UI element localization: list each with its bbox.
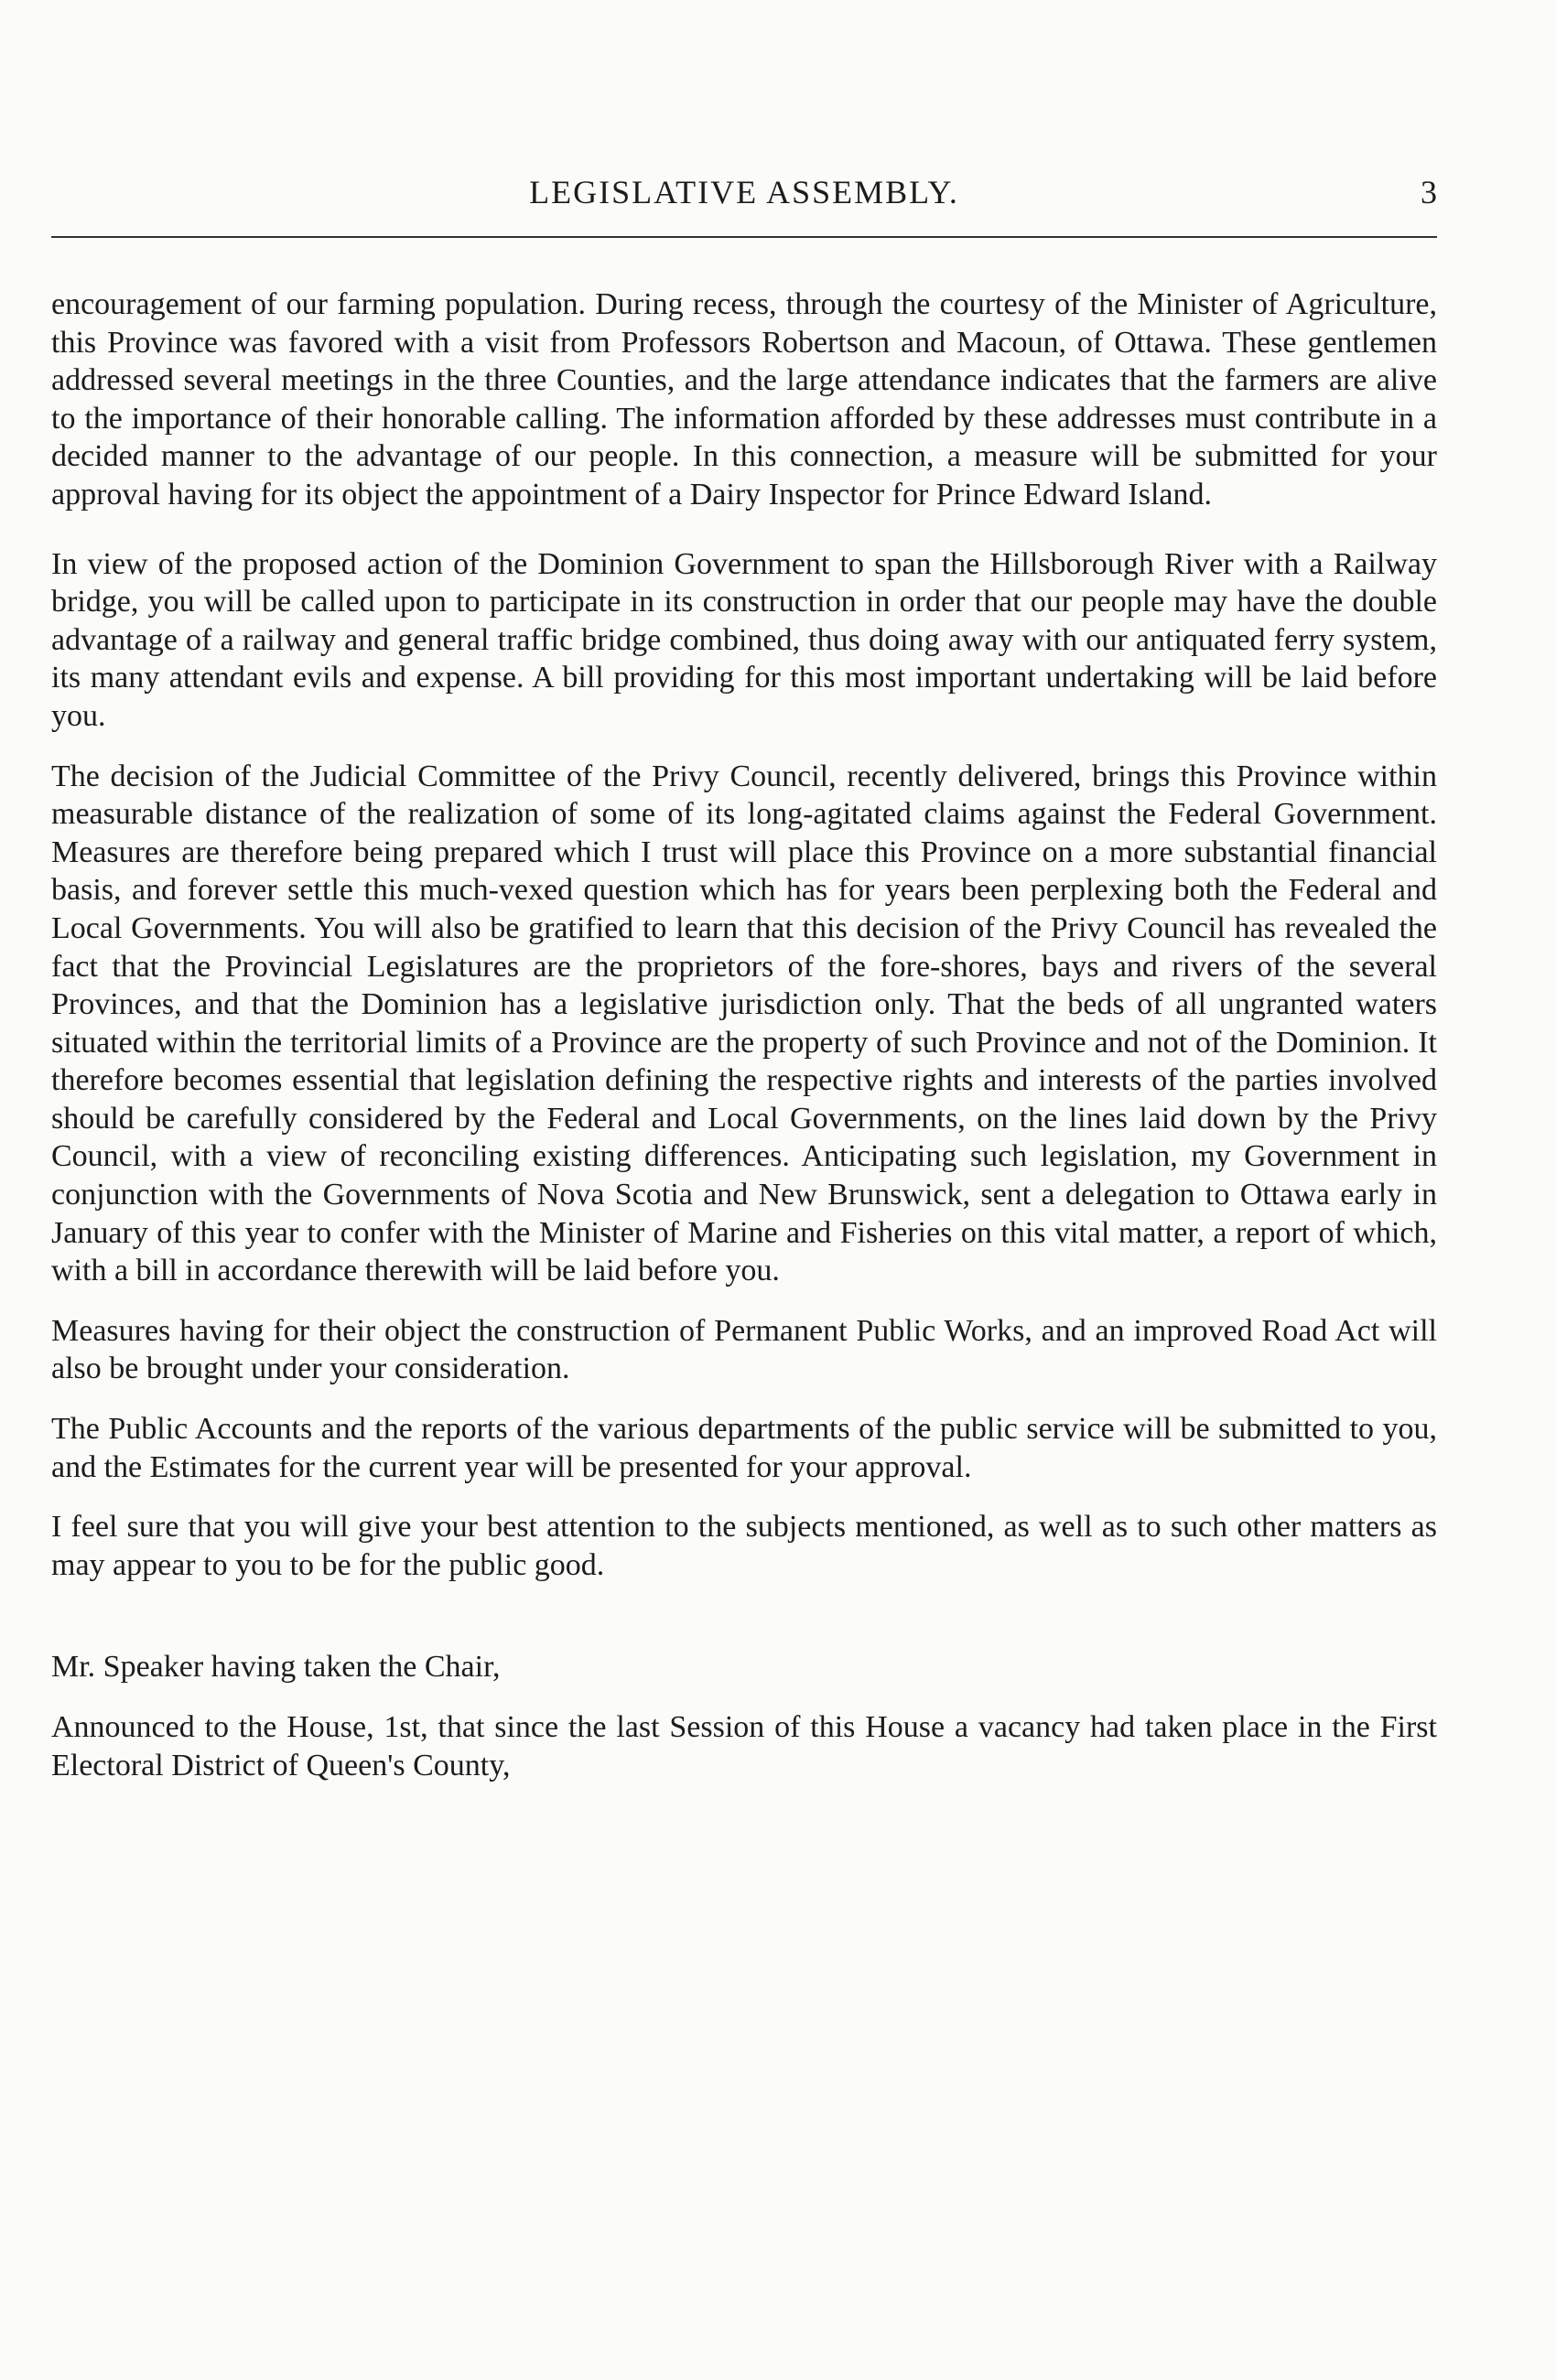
paragraph-announcement: Announced to the House, 1st, that since the last Session of this House a vacancy had taken place in the First Electoral District of Queen's County, [51,1710,1437,1782]
paragraph-hillsborough-bridge: In view of the proposed action of the Dominion Government to span the Hillsborough River with a Railway bridge, you will be called upon to participate in its construction in order that our people may have the double advantage of a railway and general traffic bridge combined, thus doing away with our antiquated ferry system, its many attendant evils and expense. A bill providing for this most important undertaking will be laid before you. [51,546,1437,733]
body-text [51,285,1437,1806]
paragraph-privy-council: The decision of the Judicial Committee of the Privy Council, recently delivered, brings this Province within measurable distance of the realization of some of its long-agitated claims against the Federal Government. Measures are therefore being prepared which I trust will place this Province on a more substantial financial basis, and forever settle this much-vexed question which has for years been perplexing both the Federal and Local Governments. You will also be gratified to learn that this decision of the Privy Council has revealed the fact that the Provincial Legislatures are the proprietors of the fore-shores, bays and rivers of the several Provinces, and that the Dominion has a legislative jurisdiction only. That the beds of all ungranted waters situated within the territorial limits of a Province are the property of such Province and not of the Dominion. It therefore becomes essential that legislation defining the respective rights and interests of the parties involved should be carefully considered by the Federal and Local Governments, on the lines laid down by the Privy Council, with a view of reconciling existing differences. Anticipating such legislation, my Government in conjunction with the Governments of Nova Scotia and New Brunswick, sent a delegation to Ottawa early in January of this year to confer with the Minister of Marine and Fisheries on this vital matter, a report of which, with a bill in accordance therewith will be laid before you. [51,759,1437,1288]
paragraph-farming: encouragement of our farming population. During recess, through the courtesy of the Minister of Agriculture, this Province was favored with a visit from Professors Robertson and Macoun, of Ottawa. These gentlemen addressed several meetings in the three Counties, and the large attendance indicates that the farmers are alive to the importance of their honorable calling. The information afforded by these addresses must contribute in a decided manner to the advantage of our people. In this connection, a measure will be submitted for your approval having for its object the appointment of a Dairy Inspector for Prince Edward Island. [51,287,1437,512]
paragraph-speaker: Mr. Speaker having taken the Chair, [51,1650,501,1685]
running-head: LEGISLATIVE ASSEMBLY. [529,174,959,210]
header-rule [51,236,1437,238]
page-header [51,170,1437,214]
page-number: 3 [1421,174,1437,210]
paragraph-closing: I feel sure that you will give your best attention to the subjects mentioned, as well as to such other matters as may appear to you to be for the public good. [51,1510,1437,1582]
paragraph-public-accounts: The Public Accounts and the reports of the various departments of the public service will be submitted to you, and the Estimates for the current year will be presented for your approval. [51,1412,1437,1484]
paragraph-public-works: Measures having for their object the construction of Permanent Public Works, and an improved Road Act will also be brought under your consideration. [51,1313,1437,1386]
